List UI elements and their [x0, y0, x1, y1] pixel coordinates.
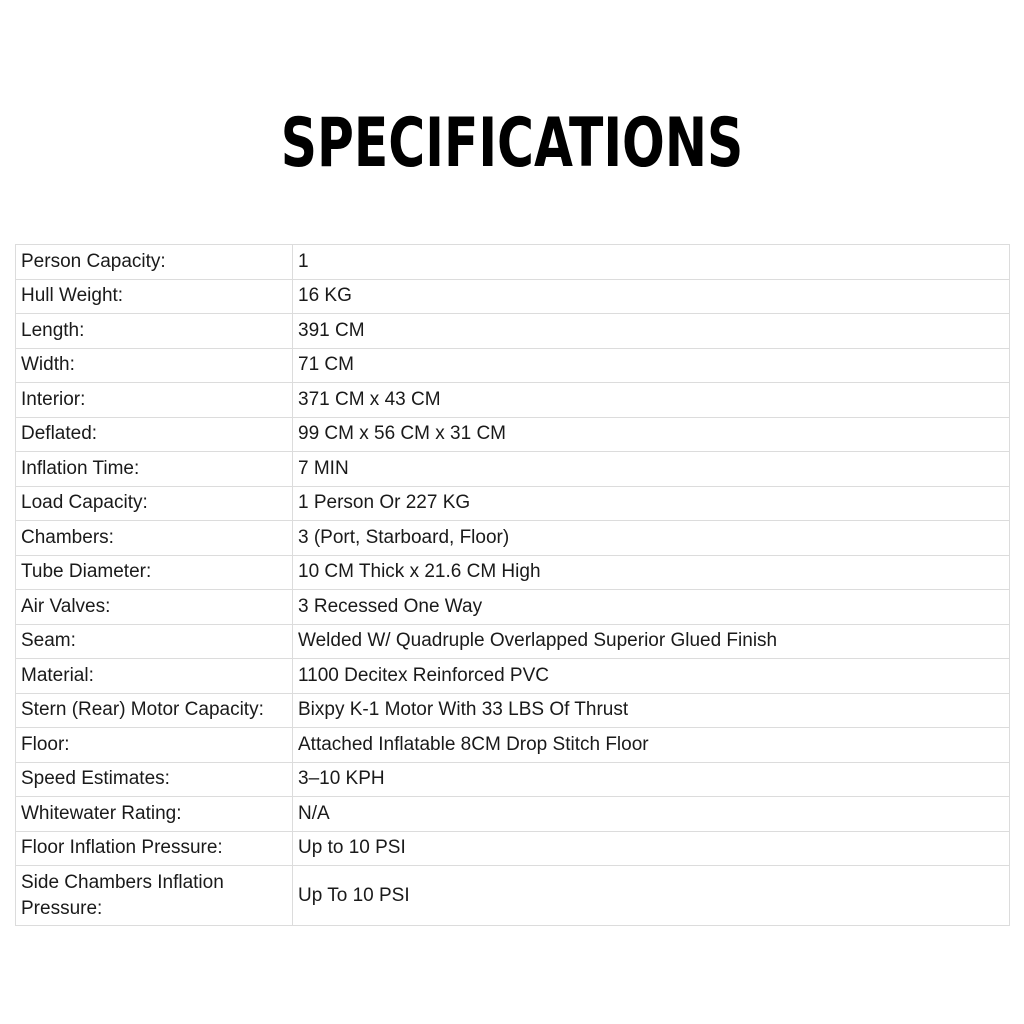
spec-label: Tube Diameter: [16, 555, 293, 590]
spec-value: Bixpy K-1 Motor With 33 LBS Of Thrust [293, 693, 1010, 728]
spec-label: Whitewater Rating: [16, 797, 293, 832]
spec-value: 1 [293, 245, 1010, 280]
table-row [16, 521, 1010, 556]
table-row [16, 762, 1010, 797]
spec-label: Stern (Rear) Motor Capacity: [16, 693, 293, 728]
table-row [16, 728, 1010, 763]
table-row [16, 452, 1010, 487]
table-row [16, 624, 1010, 659]
table-row [16, 831, 1010, 866]
spec-label: Speed Estimates: [16, 762, 293, 797]
spec-value: 3 Recessed One Way [293, 590, 1010, 625]
table-row [16, 486, 1010, 521]
table-row [16, 866, 1010, 926]
table-row [16, 383, 1010, 418]
table-row [16, 693, 1010, 728]
table-row [16, 417, 1010, 452]
spec-label: Person Capacity: [16, 245, 293, 280]
spec-value: 7 MIN [293, 452, 1010, 487]
table-row [16, 659, 1010, 694]
spec-label: Hull Weight: [16, 279, 293, 314]
spec-label: Interior: [16, 383, 293, 418]
spec-label: Floor Inflation Pressure: [16, 831, 293, 866]
spec-label: Deflated: [16, 417, 293, 452]
table-row [16, 314, 1010, 349]
spec-value: N/A [293, 797, 1010, 832]
spec-label: Chambers: [16, 521, 293, 556]
spec-label: Floor: [16, 728, 293, 763]
spec-value: 3–10 KPH [293, 762, 1010, 797]
table-row [16, 279, 1010, 314]
spec-value: 3 (Port, Starboard, Floor) [293, 521, 1010, 556]
spec-label: Material: [16, 659, 293, 694]
spec-value: 99 CM x 56 CM x 31 CM [293, 417, 1010, 452]
specifications-table [15, 244, 1010, 926]
spec-value: 371 CM x 43 CM [293, 383, 1010, 418]
spec-label: Load Capacity: [16, 486, 293, 521]
spec-value: 391 CM [293, 314, 1010, 349]
spec-label: Side Chambers Inflation Pressure: [16, 866, 293, 926]
spec-value: Welded W/ Quadruple Overlapped Superior Glued Finish [293, 624, 1010, 659]
spec-label: Inflation Time: [16, 452, 293, 487]
spec-label: Length: [16, 314, 293, 349]
table-row [16, 348, 1010, 383]
spec-value: Up to 10 PSI [293, 831, 1010, 866]
spec-value: 71 CM [293, 348, 1010, 383]
spec-value: 1100 Decitex Reinforced PVC [293, 659, 1010, 694]
table-row [16, 555, 1010, 590]
table-row [16, 245, 1010, 280]
spec-value: Up To 10 PSI [293, 866, 1010, 926]
table-row [16, 797, 1010, 832]
spec-label: Width: [16, 348, 293, 383]
page-title: SPECIFICATIONS [280, 104, 744, 183]
table-row [16, 590, 1010, 625]
spec-label: Air Valves: [16, 590, 293, 625]
spec-value: 10 CM Thick x 21.6 CM High [293, 555, 1010, 590]
spec-value: 16 KG [293, 279, 1010, 314]
spec-value: Attached Inflatable 8CM Drop Stitch Floor [293, 728, 1010, 763]
spec-value: 1 Person Or 227 KG [293, 486, 1010, 521]
spec-label: Seam: [16, 624, 293, 659]
